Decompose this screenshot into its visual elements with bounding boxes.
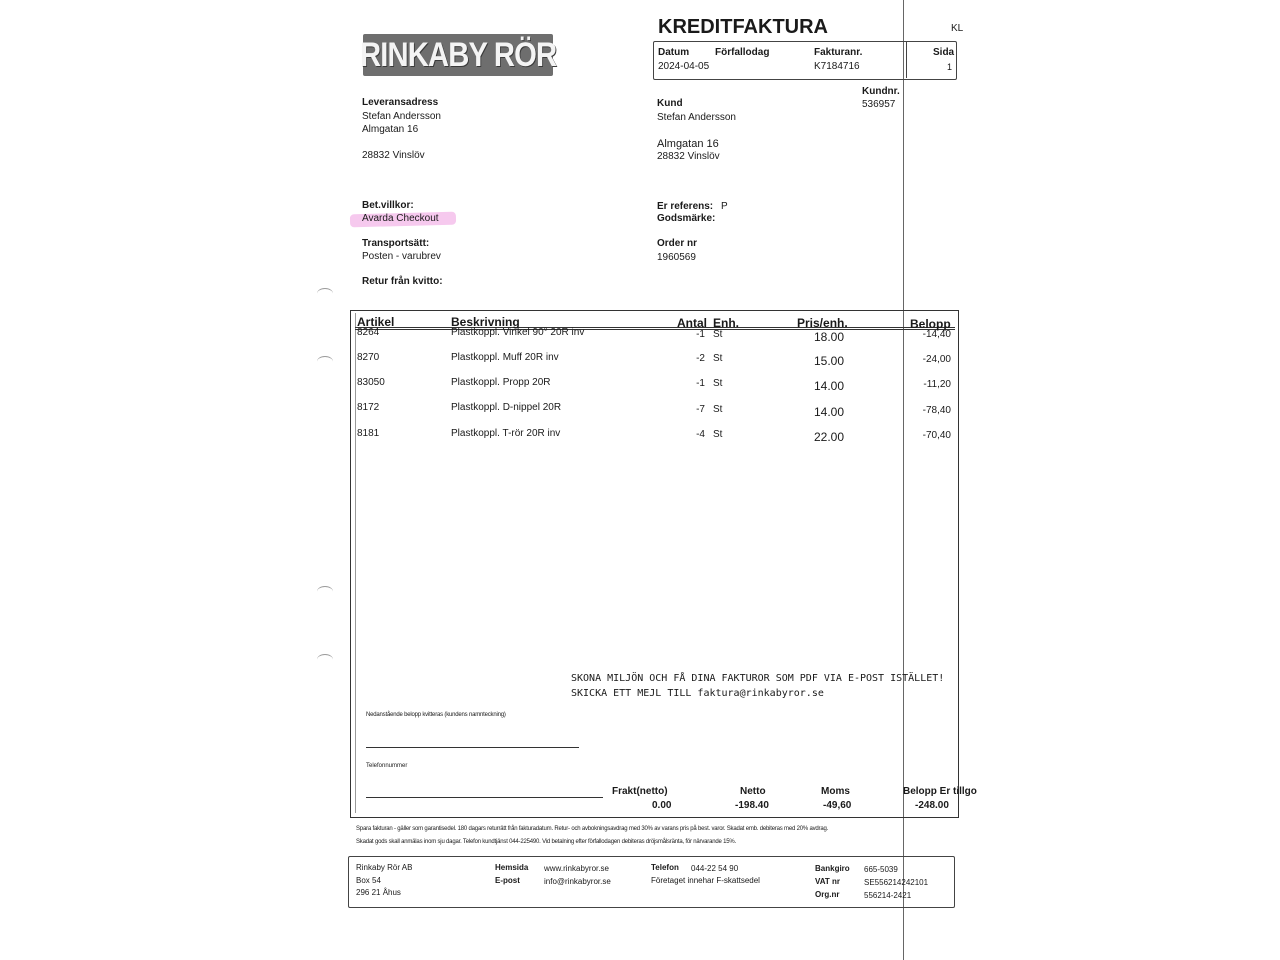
col-header-artikel: Artikel	[357, 315, 395, 329]
row-beskrivning: Plastkoppl. Propp 20R	[451, 377, 551, 388]
footer-vat-value: SE556214242101	[864, 878, 929, 887]
footer-fskatt: Företaget innehar F-skattsedel	[651, 876, 760, 885]
corner-mark: KL	[951, 23, 964, 34]
footer-hemsida-label: Hemsida	[495, 863, 529, 872]
delivery-postal: 28832 Vinslöv	[362, 150, 425, 161]
row-pris: 14.00	[813, 379, 844, 393]
netto-label: Netto	[740, 786, 766, 797]
footer-epost-label: E-post	[495, 876, 520, 885]
row-pris: 22.00	[813, 430, 844, 444]
payment-terms-value: Avarda Checkout	[362, 213, 439, 224]
signature-label: Nedanstående belopp kvitteras (kundens namnteckning)	[366, 712, 506, 718]
row-pris: 18.00	[813, 330, 844, 344]
row-belopp: -78,40	[922, 405, 951, 416]
moms-label: Moms	[821, 786, 850, 797]
footer-bankgiro-value: 665-5039	[864, 865, 898, 874]
row-belopp: -70,40	[922, 430, 951, 441]
terms-line-2: Skadat gods skall anmälas inom sju dagar. Telefon kundtjänst 044-225490. Vid betalning efter förfallodagen debiteras dröjsmålsränta, för närvarande 15%.	[356, 839, 736, 845]
delivery-name: Stefan Andersson	[362, 111, 441, 122]
telefon-label: Telefonnummer	[366, 763, 408, 769]
col-header-belopp: Belopp	[910, 317, 951, 331]
order-nr-value: 1960569	[657, 252, 696, 263]
row-beskrivning: Plastkoppl. Vinkel 90° 20R inv	[451, 327, 585, 338]
footer-orgnr-label: Org.nr	[815, 890, 840, 899]
godsmarke-label: Godsmärke:	[657, 213, 716, 224]
signature-line	[366, 747, 579, 748]
payment-terms-label: Bet.villkor:	[362, 200, 414, 211]
col-header-antal: Antal	[677, 316, 707, 330]
er-referens-value: P	[721, 201, 728, 212]
footer-telefon-value: 044-22 54 90	[691, 864, 739, 873]
row-antal: -1	[696, 329, 705, 340]
col-header-enh: Enh.	[713, 316, 739, 330]
row-beskrivning: Plastkoppl. D-nippel 20R	[451, 402, 562, 413]
datum-label: Datum	[658, 47, 690, 58]
row-belopp: -24,00	[922, 354, 951, 365]
row-antal: -4	[696, 429, 705, 440]
moms-value: -49,60	[823, 800, 852, 811]
footer-bankgiro-label: Bankgiro	[815, 864, 850, 873]
row-enh: St	[713, 429, 723, 440]
row-pris: 15.00	[813, 354, 844, 368]
table-row	[0, 327, 1280, 344]
terms-box	[350, 817, 957, 854]
sida-label: Sida	[933, 47, 955, 58]
promo-line-1: SKONA MILJÖN OCH FÅ DINA FAKTUROR SOM PDF VIA E-POST ISTÄLLET!	[571, 673, 945, 684]
delivery-address-label: Leveransadress	[362, 97, 439, 108]
terms-line-1: Spara fakturan - gäller som garantisedel. 180 dagars returrätt från fakturadatum. Retur- och avbokningsavdrag med 30% av varans pris på best. varor. Skadat emb. debiteras med 20% avdrag.	[356, 826, 829, 832]
footer-company: Rinkaby Rör AB	[356, 863, 413, 872]
fakturanr-value: K7184716	[814, 61, 860, 72]
datum-value: 2024-04-05	[658, 61, 710, 72]
footer-vat-label: VAT nr	[815, 877, 841, 886]
punch-hole	[317, 586, 333, 597]
footer-orgnr-value: 556214-2421	[864, 891, 912, 900]
customer-street: Almgatan 16	[657, 138, 719, 150]
row-antal: -2	[696, 353, 705, 364]
transport-label: Transportsätt:	[362, 238, 430, 249]
document-title: KREDITFAKTURA	[658, 16, 828, 38]
frakt-label: Frakt(netto)	[612, 786, 668, 797]
telefon-line	[366, 797, 603, 798]
customer-name: Stefan Andersson	[657, 112, 736, 123]
row-belopp: -14,40	[922, 329, 951, 340]
logo-text: RINKABY RÖR	[359, 35, 557, 74]
row-beskrivning: Plastkoppl. Muff 20R inv	[451, 352, 559, 363]
footer-hemsida-value: www.rinkabyror.se	[544, 864, 609, 873]
footer-epost-value: info@rinkabyror.se	[544, 877, 611, 886]
retur-label: Retur från kvitto:	[362, 276, 443, 287]
row-enh: St	[713, 404, 723, 415]
row-pris: 14.00	[813, 405, 844, 419]
col-header-pris: Pris/enh.	[797, 316, 848, 330]
footer-city: 296 21 Åhus	[356, 888, 401, 897]
kundnr-value: 536957	[862, 99, 896, 110]
row-artikel: 83050	[357, 377, 385, 388]
transport-value: Posten - varubrev	[362, 251, 441, 262]
belopp-value: -248.00	[915, 800, 949, 811]
table-row	[0, 352, 1280, 366]
row-beskrivning: Plastkoppl. T-rör 20R inv	[451, 428, 561, 439]
customer-postal: 28832 Vinslöv	[657, 151, 720, 162]
row-enh: St	[713, 353, 723, 364]
fakturanr-label: Fakturanr.	[814, 47, 863, 58]
delivery-street: Almgatan 16	[362, 124, 419, 135]
col-header-beskrivning: Beskrivning	[451, 315, 520, 329]
row-artikel: 8181	[357, 428, 380, 439]
belopp-label: Belopp Er tillgo	[903, 786, 977, 797]
netto-value: -198.40	[735, 800, 769, 811]
frakt-value: 0.00	[652, 800, 672, 811]
punch-hole	[317, 288, 333, 299]
footer-telefon-label: Telefon	[651, 863, 679, 872]
row-enh: St	[713, 329, 723, 340]
kundnr-label: Kundnr.	[862, 86, 900, 97]
header-separator	[906, 41, 907, 78]
row-artikel: 8172	[357, 402, 380, 413]
row-antal: -1	[696, 378, 705, 389]
row-antal: -7	[696, 404, 705, 415]
order-nr-label: Order nr	[657, 238, 698, 249]
promo-line-2: SKICKA ETT MEJL TILL faktura@rinkabyror.se	[571, 688, 824, 699]
table-row	[0, 428, 1280, 442]
row-artikel: 8264	[357, 327, 380, 338]
row-artikel: 8270	[357, 352, 380, 363]
table-row	[0, 377, 1280, 391]
customer-label: Kund	[657, 98, 683, 109]
sida-value: 1	[947, 62, 953, 72]
footer-box-address: Box 54	[356, 876, 381, 885]
forfallodag-label: Förfallodag	[715, 47, 770, 58]
er-referens-label: Er referens:	[657, 201, 714, 212]
company-logo	[359, 34, 557, 76]
punch-hole	[317, 654, 333, 665]
row-enh: St	[713, 378, 723, 389]
row-belopp: -11,20	[923, 379, 951, 390]
table-row	[0, 402, 1280, 419]
